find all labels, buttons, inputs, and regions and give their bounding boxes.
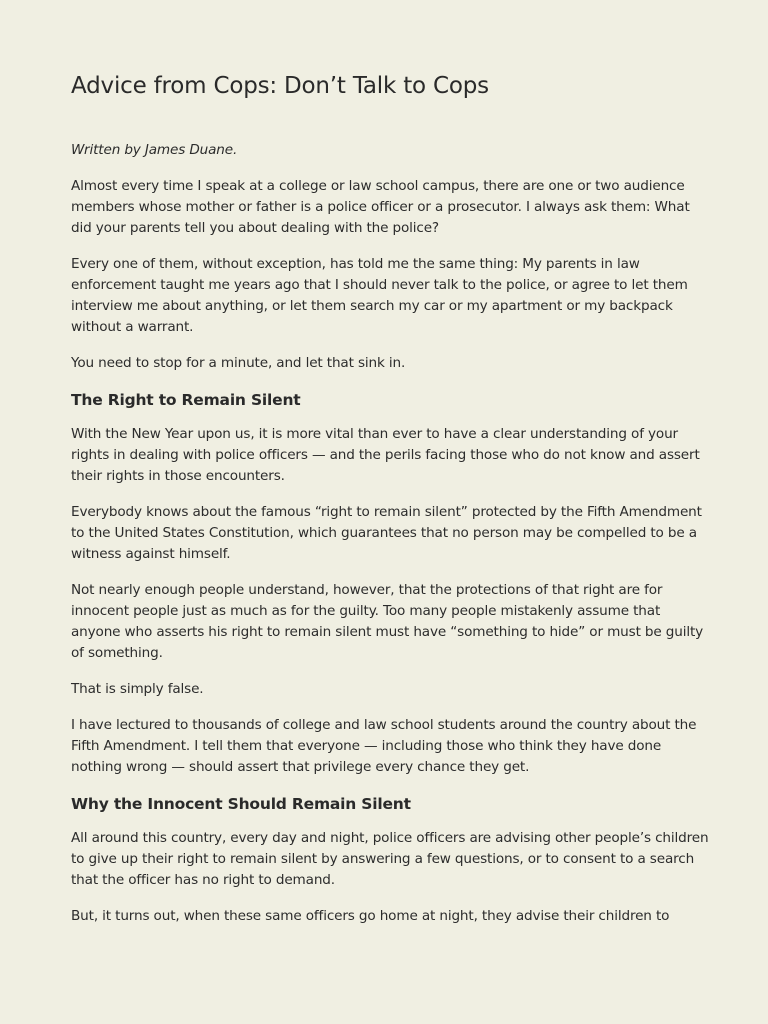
paragraph-10: But, it turns out, when these same officers go home at night, they advise their children to [71,908,670,924]
article-title: Advice from Cops: Don’t Talk to Cops [71,73,489,99]
section-heading-right-to-remain-silent: The Right to Remain Silent [71,391,301,409]
paragraph-7: That is simply false. [71,681,204,697]
article-body [71,70,711,942]
paragraph-1: Almost every time I speak at a college or law school campus, there are one or two audience members whose mother or father is a police officer or a prosecutor. I always ask them: What did your parents tell you about dealing with the police? [71,178,690,236]
paragraph-3: You need to stop for a minute, and let that sink in. [71,355,406,371]
paragraph-2: Every one of them, without exception, has told me the same thing: My parents in law enforcement taught me years ago that I should never talk to the police, or agree to let them interview me about anything, or let them search my car or my apartment or my backpack without a warrant. [71,256,688,335]
paragraph-6: Not nearly enough people understand, however, that the protections of that right are for innocent people just as much as for the guilty. Too many people mistakenly assume that anyone who asserts his right to remain silent must have “something to hide” or must be guilty of something. [71,582,704,661]
paragraph-4: With the New Year upon us, it is more vital than ever to have a clear understanding of your rights in dealing with police officers — and the perils facing those who do not know and assert their rights in those encounters. [71,426,700,484]
paragraph-8: I have lectured to thousands of college and law school students around the country about the Fifth Amendment. I tell them that everyone — including those who think they have done nothing wrong — should assert that privilege every chance they get. [71,717,697,775]
section-heading-why-innocent-remain-silent: Why the Innocent Should Remain Silent [71,795,411,813]
article-byline: Written by James Duane. [71,142,238,158]
paragraph-9: All around this country, every day and night, police officers are advising other people’s children to give up their right to remain silent by answering a few questions, or to consent to a search that the officer has no right to demand. [71,830,709,888]
paragraph-5: Everybody knows about the famous “right to remain silent” protected by the Fifth Amendment to the United States Constitution, which guarantees that no person may be compelled to be a witness against himself. [71,504,702,562]
